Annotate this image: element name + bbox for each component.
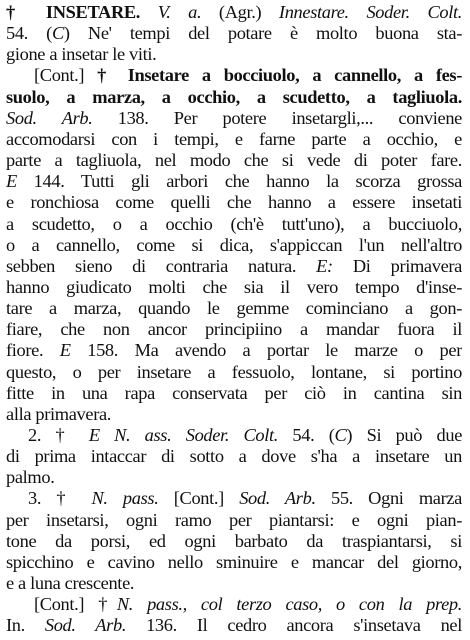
entry-line: hanno giudicato molti che sia il vero tempo d'inse- bbox=[6, 276, 462, 297]
entry-line: [Cont.] † Insetare a bocciuolo, a cannello, a fes- bbox=[34, 65, 462, 86]
entry-line: questo, o per insetare a fessuolo, lontane, si portino bbox=[6, 361, 462, 382]
entry-line: accomodarsi con i tempi, e farne parte a occhio, e bbox=[6, 128, 462, 149]
entry-line: In. Sod. Arb. 136. Il cedro ancora s'insetava nel bbox=[6, 615, 462, 636]
entry-line: fiore. E 158. Ma avendo a portar le marze o per bbox=[6, 340, 462, 361]
entry-line: alla primavera. bbox=[6, 403, 112, 424]
entry-line: tone da porsi, ed ogni barbato da traspiantarsi, si bbox=[6, 530, 462, 551]
entry-line: 3. † N. pass. [Cont.] Sod. Arb. 55. Ogni marza bbox=[28, 488, 462, 509]
entry-line: 2. † E N. ass. Soder. Colt. 54. (C) Si può due bbox=[28, 425, 462, 445]
entry-line: parte a tagliuola, nel modo che si vede di poter fare. bbox=[6, 150, 462, 171]
entry-line: † INSETARE. V. a. (Agr.) Innestare. Soder. Colt. bbox=[6, 2, 462, 22]
entry-line: e a luna crescente. bbox=[6, 573, 135, 594]
entry-line: [Cont.] †N. pass., col terzo caso, o con la prep. bbox=[34, 594, 462, 615]
entry-line: 54. (C) Ne' tempi del potare è molto buona sta- bbox=[6, 23, 462, 44]
entry-line: per insetarsi, ogni ramo per piantarsi: e ogni pian- bbox=[6, 509, 462, 530]
entry-line: E 144. Tutti gli arbori che hanno la scorza grossa bbox=[6, 171, 462, 192]
entry-line: sebben sieno di contraria natura. E: Di primavera bbox=[6, 255, 462, 276]
entry-line: di prima intaccar di sotto a dove s'ha a insetare un bbox=[6, 446, 462, 467]
entry-line: Sod. Arb. 138. Per potere insetargli,... conviene bbox=[6, 107, 462, 128]
entry-line: palmo. bbox=[6, 467, 55, 488]
entry-line: e ronchiosa come quelli che hanno a essere insetati bbox=[6, 192, 462, 213]
entry-line: fitte in una rapa conservata per ciò in cantina sin bbox=[6, 382, 462, 403]
entry-line: fiare, che non ancor principiino a mandar fuora il bbox=[6, 319, 462, 340]
entry-line: suolo, a marza, a occhio, a scudetto, a tagliuola. bbox=[6, 86, 462, 107]
entry-line: tare a marza, quando le gemme cominciano a gon- bbox=[6, 298, 462, 319]
entry-line: spicchino e cavino nello sminuire e mancar del giorno, bbox=[6, 551, 462, 572]
entry-line: gione a insetar le viti. bbox=[6, 44, 157, 65]
entry-line: o a cannello, come si dica, s'appiccan l'un nell'altro bbox=[6, 234, 462, 255]
entry-line: a scudetto, o a occhio (ch'è tutt'uno), a bucciuolo, bbox=[6, 213, 462, 234]
